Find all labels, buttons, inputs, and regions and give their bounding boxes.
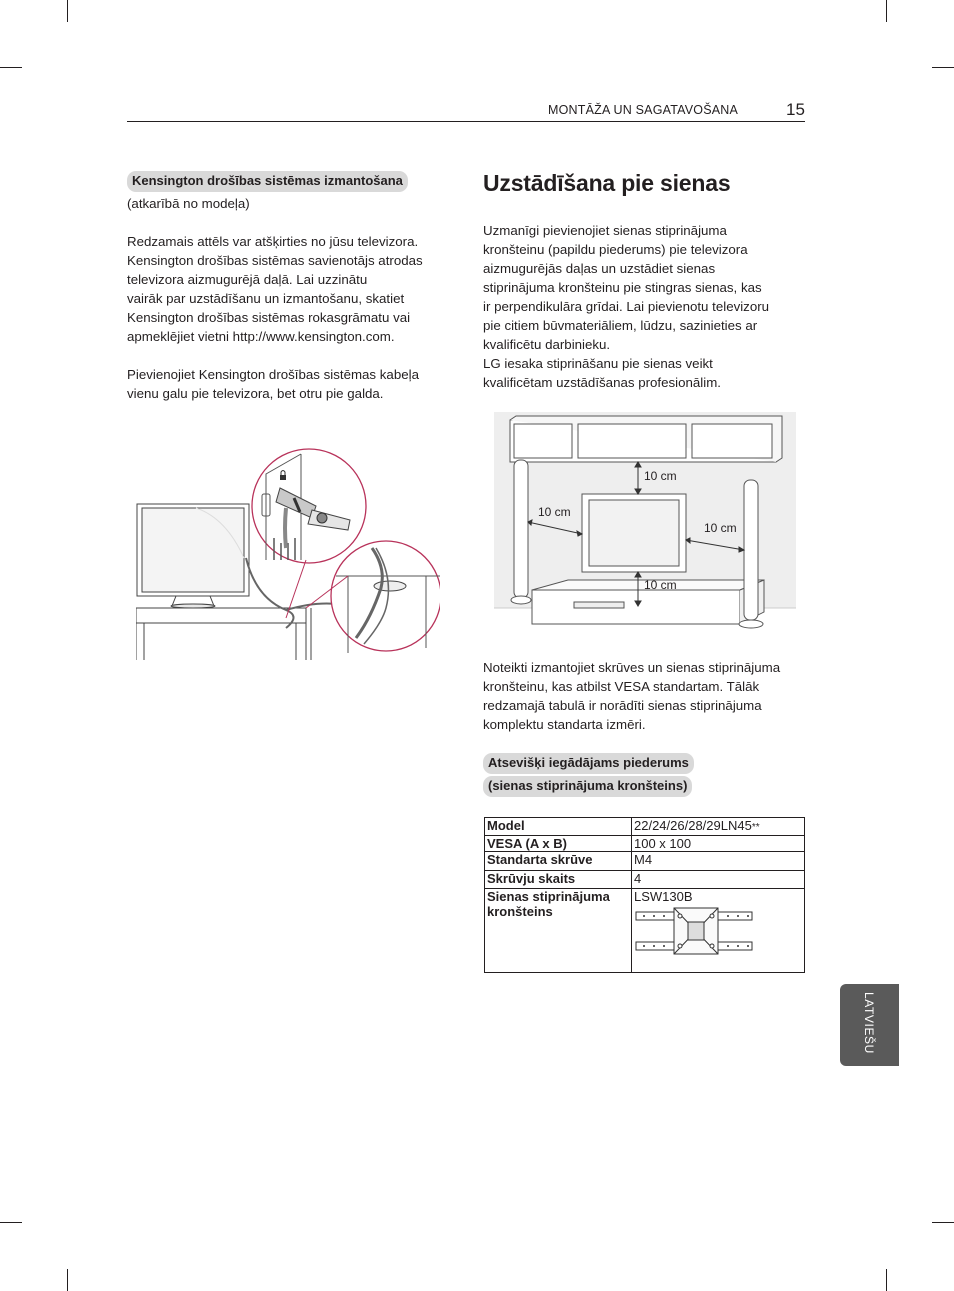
vesa-line: Noteikti izmantojiet skrūves un sienas stiprinājuma — [483, 660, 781, 675]
crop-mark — [886, 0, 887, 22]
table-value: M4 — [632, 852, 805, 871]
table-key: Sienas stiprinājuma kronšteins — [485, 889, 632, 973]
crop-mark — [886, 1269, 887, 1291]
kensington-line: apmeklējiet vietni http://www.kensington.com. — [127, 329, 395, 344]
kensington-note: (atkarībā no modeļa) — [127, 196, 250, 211]
kensington-line: Redzamais attēls var atšķirties no jūsu televizora. — [127, 234, 419, 249]
clearance-right-label: 10 cm — [704, 521, 737, 535]
accessory-heading — [483, 753, 694, 774]
vesa-line: kronšteinu, kas atbilst VESA standartam. Tālāk — [483, 679, 760, 694]
crop-mark — [932, 1222, 954, 1223]
wall-intro-line: ir perpendikulāra grīdai. Lai pievienotu televizoru — [483, 299, 770, 314]
kensington-section — [127, 171, 457, 403]
table-row — [485, 889, 805, 973]
crop-mark — [67, 0, 68, 22]
spec-table — [484, 817, 805, 973]
kensington-cable-illustration — [136, 448, 440, 662]
wall-intro-line: pie citiem būvmateriāliem, lūdzu, sazinieties ar — [483, 318, 758, 333]
wall-intro-line: kvalificētam uzstādīšanas profesionālim. — [483, 375, 721, 390]
wall-mount-clearance-illustration — [494, 412, 796, 644]
kensington-line: televizora aizmugurējā daļā. Lai uzzinātu — [127, 272, 368, 287]
table-row — [485, 871, 805, 889]
table-value — [632, 818, 805, 836]
crop-mark — [932, 67, 954, 68]
vesa-line: komplektu standarta izmēri. — [483, 717, 646, 732]
table-key: VESA (A x B) — [485, 836, 632, 852]
wall-intro-line: stiprinājuma kronšteinu pie stingras sienas, kas — [483, 280, 762, 295]
table-row — [485, 836, 805, 852]
clearance-left-label: 10 cm — [538, 505, 571, 519]
table-row — [485, 852, 805, 871]
wall-intro — [483, 221, 805, 392]
wall-intro-line: LG iesaka stiprināšanu pie sienas veikt — [483, 356, 713, 371]
kensington-line: vairāk par uzstādīšanu un izmantošanu, skatiet — [127, 291, 405, 306]
kensington-line: vienu galu pie televizora, bet otru pie galda. — [127, 386, 384, 401]
bracket-model: LSW130B — [634, 889, 693, 904]
crop-mark — [0, 67, 22, 68]
crop-mark — [0, 1222, 22, 1223]
accessory-pill: (sienas stiprinājuma kronšteins) — [483, 776, 692, 797]
wall-intro-line: aizmugurējās daļas un uzstādiet sienas — [483, 261, 716, 276]
wall-bracket-icon — [634, 906, 754, 964]
model-value: 22/24/26/28/29LN45 — [634, 818, 752, 833]
accessory-heading-2 — [483, 776, 692, 797]
language-tab-label: LATVIEŠU — [862, 992, 876, 1054]
accessory-pill: Atsevišķi iegādājams piederums — [483, 753, 694, 774]
wall-mount-title: Uzstādīšana pie sienas — [483, 170, 731, 196]
table-key: Standarta skrūve — [485, 852, 632, 871]
table-key: Model — [485, 818, 632, 836]
kensington-line: Kensington drošības sistēmas rokasgrāmatu vai — [127, 310, 411, 325]
language-tab — [840, 984, 899, 1066]
clearance-top-label: 10 cm — [644, 469, 677, 483]
wall-intro-line: kronšteinu (papildu piederums) pie televizora — [483, 242, 748, 257]
kensington-line: Pievienojiet Kensington drošības sistēmas kabeļa — [127, 367, 419, 382]
table-key: Skrūvju skaits — [485, 871, 632, 889]
table-value: 4 — [632, 871, 805, 889]
wall-intro-line: kvalificētu darbinieku. — [483, 337, 611, 352]
table-value: 100 x 100 — [632, 836, 805, 852]
page-number: 15 — [786, 100, 805, 119]
section-title: MONTĀŽA UN SAGATAVOŠANA — [548, 103, 739, 117]
header-divider — [127, 121, 805, 122]
table-row — [485, 818, 805, 836]
kensington-line: Kensington drošības sistēmas savienotājs atrodas — [127, 253, 423, 268]
vesa-line: redzamajā tabulā ir norādīti sienas stiprinājuma — [483, 698, 762, 713]
kensington-heading: Kensington drošības sistēmas izmantošana — [127, 171, 408, 192]
model-suffix: ** — [751, 822, 760, 833]
clearance-bottom-label: 10 cm — [644, 578, 677, 592]
crop-mark — [67, 1269, 68, 1291]
table-value — [632, 889, 805, 973]
vesa-note — [483, 658, 805, 734]
wall-intro-line: Uzmanīgi pievienojiet sienas stiprinājuma — [483, 223, 727, 238]
